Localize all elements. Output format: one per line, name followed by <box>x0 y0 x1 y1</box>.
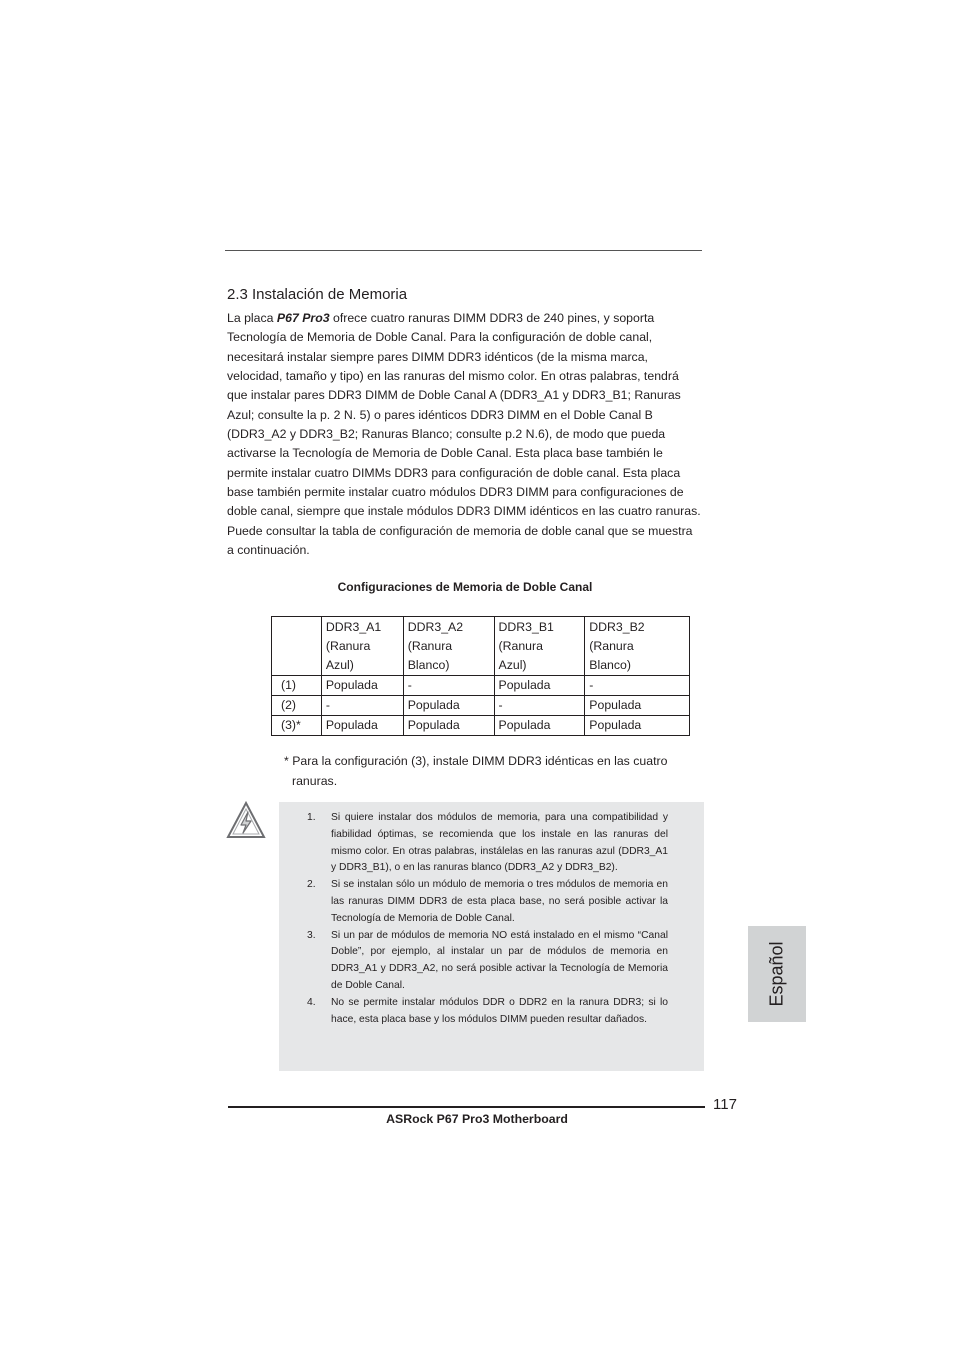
table-cell: - <box>321 696 403 716</box>
note-number: 4. <box>307 996 316 1008</box>
note-text: Si un par de módulos de memoria NO está instalado en el mismo “Canal Doble”, por ejemplo, al instalar un par de módulos de memoria en DDR3_A1 y DDR3_A2, no será posible activar la Tecnología de Memoria de Doble Canal. <box>331 929 668 991</box>
footnote-line-1: * Para la configuración (3), instale DIMM DDR3 idénticas en las cuatro <box>284 754 668 768</box>
table-header-cell: DDR3_A2 (Ranura Blanco) <box>403 617 494 676</box>
table-cell: Populada <box>403 716 494 736</box>
table-corner-cell <box>272 617 322 676</box>
page-number: 117 <box>713 1096 737 1113</box>
note-number: 1. <box>307 812 316 823</box>
intro-pre: La placa <box>227 311 277 325</box>
table-row <box>272 676 690 696</box>
intro-paragraph <box>227 309 701 560</box>
table-header-row <box>272 617 690 676</box>
note-number: 3. <box>307 929 316 941</box>
intro-model: P67 Pro3 <box>276 311 330 325</box>
note-item <box>307 877 668 927</box>
language-label: Español <box>766 941 787 1007</box>
table-cell: Populada <box>494 716 585 736</box>
table-row <box>272 696 690 716</box>
table-header-cell: DDR3_A1 (Ranura Azul) <box>321 617 403 676</box>
note-number: 2. <box>307 879 316 891</box>
top-rule <box>225 250 702 251</box>
bottom-rule <box>228 1106 705 1108</box>
table-header-cell: DDR3_B2 (Ranura Blanco) <box>585 617 690 676</box>
notes-list <box>307 810 668 1028</box>
table-cell: Populada <box>403 696 494 716</box>
table-row-label: (1) <box>272 676 322 696</box>
table-cell: Populada <box>585 696 690 716</box>
notes-box <box>279 802 704 1071</box>
table-header-cell: DDR3_B1 (Ranura Azul) <box>494 617 585 676</box>
table-cell: Populada <box>321 676 403 696</box>
table-cell: Populada <box>494 676 585 696</box>
footnote-line-2: ranuras. <box>292 774 338 788</box>
note-text: Si quiere instalar dos módulos de memoria, para una compatibilidad y fiabilidad óptimas, se recomienda que los instale en las ranuras del mismo color. En otras palabras, instálelas en las ranuras azul (DDR3_A1 y DDR3_B1), o en las ranuras blanco (DDR3_A2 y DDR3_B2). <box>331 812 668 874</box>
table-cell: - <box>403 676 494 696</box>
table-title: Configuraciones de Memoria de Doble Canal <box>337 580 593 594</box>
note-item <box>307 928 668 995</box>
memory-config-table <box>271 616 690 736</box>
table-cell: Populada <box>321 716 403 736</box>
footer-model: ASRock P67 Pro3 Motherboard <box>386 1112 568 1126</box>
warning-triangle-icon <box>226 800 266 840</box>
table-cell: - <box>494 696 585 716</box>
language-side-tab <box>748 926 806 1022</box>
table-footnote <box>284 751 704 791</box>
section-title: 2.3 Instalación de Memoria <box>227 286 408 303</box>
table-cell: Populada <box>585 716 690 736</box>
intro-text: ofrece cuatro ranuras DIMM DDR3 de 240 pines, y soporta Tecnología de Memoria de Doble Canal. Para la configuración de doble canal, necesitará instalar siempre pares DIMM DDR3 idénticos (de la misma marca, velocidad, tamaño y tipo) en las ranuras del mismo color. En otras palabras, tendrá que instalar pares DDR3 DIMM de Doble Canal A (DDR3_A1 y DDR3_B1; Ranuras Azul; consulte la p. 2 N. 5) o pares idénticos DDR3 DIMM en el Doble Canal B (DDR3_A2 y DDR3_B2; Ranuras Blanco; consulte p.2 N.6), de modo que pueda activarse la Tecnología de Memoria de Doble Canal. Esta placa base también le permite instalar cuatro DIMMs DDR3 para configuración de doble canal. Esta placa base también permite instalar cuatro módulos DDR3 DIMM para configuraciones de doble canal, siempre que instale módulos DDR3 DIMM idénticos en las cuatro ranuras. Puede consultar la tabla de configuración de memoria de doble canal que se muestra a continuación. <box>227 311 701 558</box>
table-cell: - <box>585 676 690 696</box>
note-text: No se permite instalar módulos DDR o DDR2 en la ranura DDR3; si lo hace, esta placa base y los módulos DIMM pueden resultar dañados. <box>331 996 668 1025</box>
table-row-label: (3)* <box>272 716 322 736</box>
note-item <box>307 995 668 1029</box>
table-row-label: (2) <box>272 696 322 716</box>
note-text: Si se instalan sólo un módulo de memoria o tres módulos de memoria en las ranuras DIMM DDR3 de esta placa base, no será posible activar la Tecnología de Memoria de Doble Canal. <box>331 879 668 924</box>
note-item <box>307 810 668 877</box>
table-row <box>272 716 690 736</box>
